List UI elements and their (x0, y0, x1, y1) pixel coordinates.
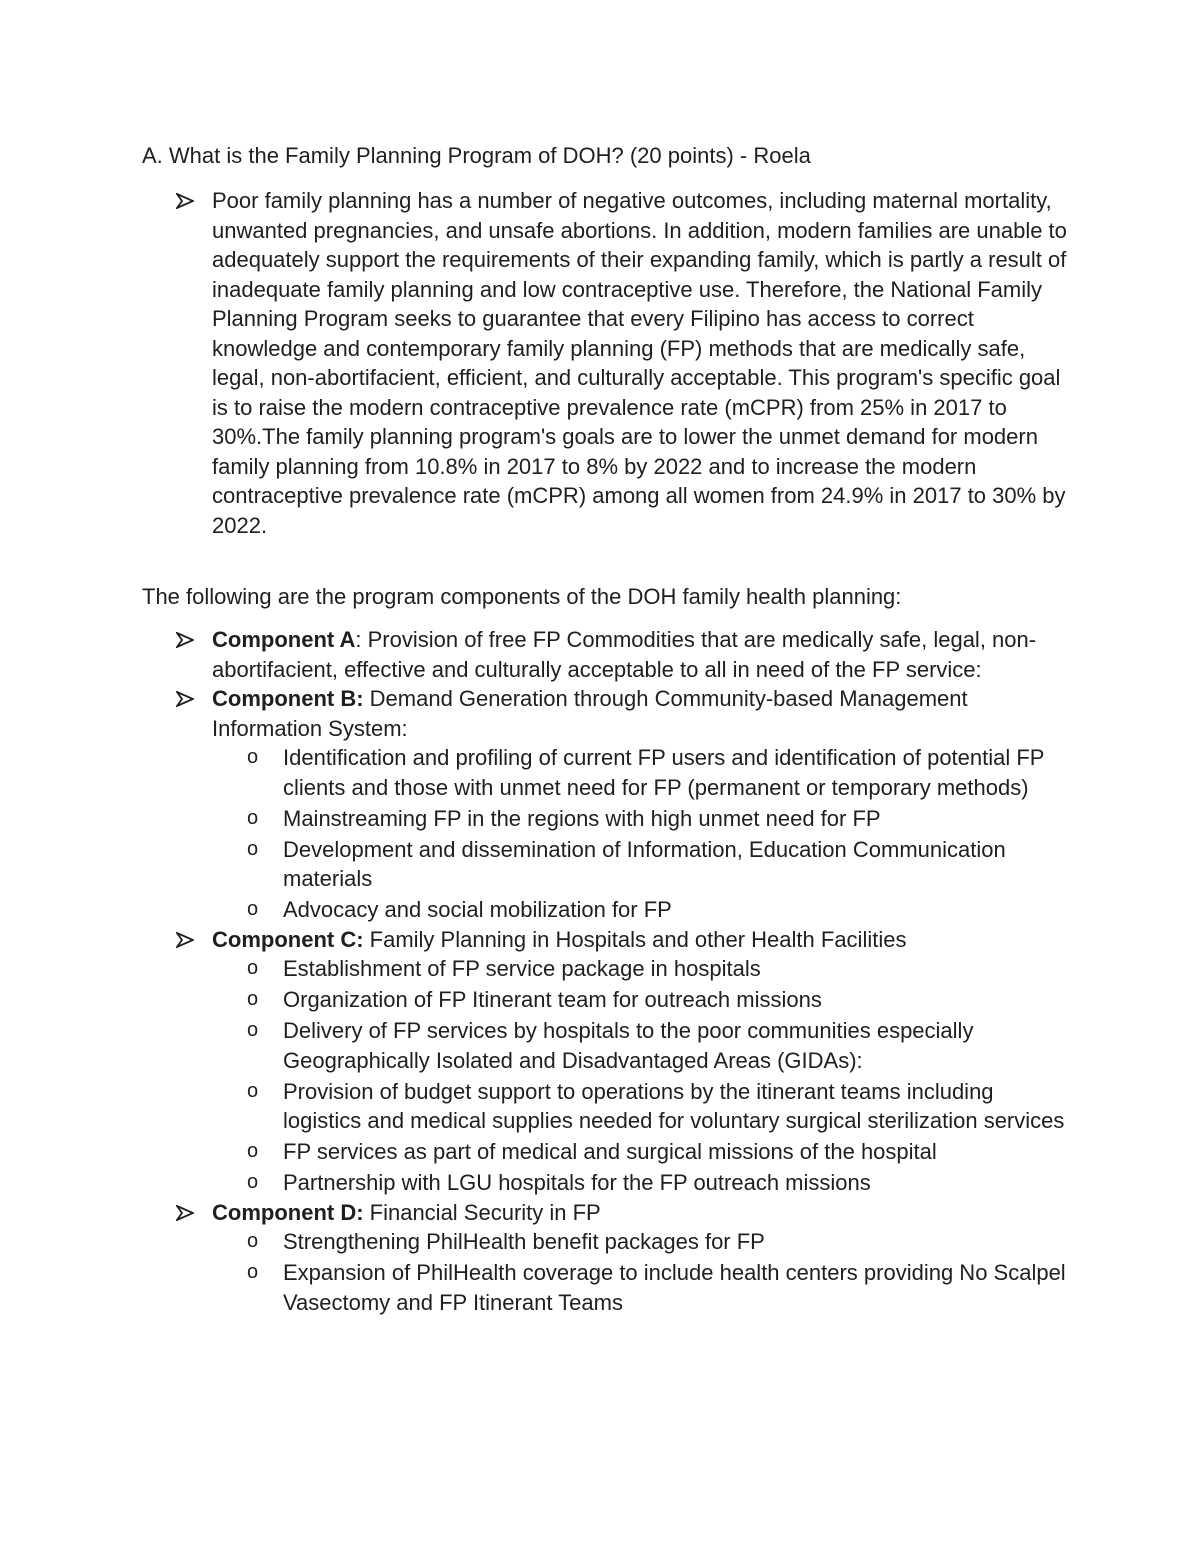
circle-bullet-icon: o (247, 746, 259, 768)
circle-bullet-icon: o (247, 898, 259, 920)
component-c (0, 925, 1200, 955)
component-d-items (0, 1227, 1200, 1317)
arrow-bullet-icon (176, 1205, 194, 1221)
list-item: o Organization of FP Itinerant team for outreach missions (0, 985, 1200, 1015)
circle-bullet-icon: o (247, 1171, 259, 1193)
circle-bullet-icon: o (247, 988, 259, 1010)
list-item: o Identification and profiling of current FP users and identification of potential FP clients and those with unmet need for FP (permanent or temporary methods) (247, 745, 1045, 800)
list-item: o Expansion of PhilHealth coverage to include health centers providing No Scalpel Vasectomy and FP Itinerant Teams (247, 1260, 1066, 1315)
circle-bullet-icon: o (247, 1079, 259, 1102)
arrow-bullet-icon (176, 193, 194, 209)
list-item: o Delivery of FP services by hospitals to the poor communities especially Geographically Isolated and Disadvantaged Areas (GIDAs): (247, 1018, 974, 1073)
arrow-bullet-icon (176, 932, 194, 948)
intro-bullet (0, 186, 1200, 540)
circle-bullet-icon: o (247, 837, 259, 860)
list-item: o FP services as part of medical and surgical missions of the hospital (0, 1137, 1200, 1167)
circle-bullet-icon: o (247, 1019, 259, 1041)
intro-bullet-text: Poor family planning has a number of negative outcomes, including maternal mortality, unwanted pregnancies, and unsafe abortions. In addition, modern families are unable to adequately support the requirements of their expanding family, which is partly a result of inadequate family planning and low contraceptive use. Therefore, the National Family Planning Program seeks to guarantee that every Filipino has access to correct knowledge and contemporary family planning (FP) methods that are medically safe, legal, non-abortifacient, efficient, and culturally acceptable. This program's specific goal is to raise the modern contraceptive prevalence rate (mCPR) from 25% in 2017 to 30%.The family planning program's goals are to lower the unmet demand for modern family planning from 10.8% in 2017 to 8% by 2022 and to increase the modern contraceptive prevalence rate (mCPR) among all women from 24.9% in 2017 to 30% by 2022. (212, 188, 1067, 538)
component-c-text: Family Planning in Hospitals and other Health Facilities (363, 926, 907, 952)
list-item: o Mainstreaming FP in the regions with high unmet need for FP (0, 804, 1200, 834)
component-d-label: Component D: (212, 1199, 364, 1225)
arrow-bullet-icon (176, 691, 194, 707)
component-d (0, 1198, 1200, 1228)
list-item: o Development and dissemination of Information, Education Communication materials (247, 836, 1006, 891)
components-list (0, 625, 1200, 1317)
component-c-items (0, 954, 1200, 1198)
circle-bullet-icon: o (247, 1261, 259, 1283)
list-item: o Establishment of FP service package in hospitals (0, 954, 1200, 984)
component-a-label: Component A (212, 627, 356, 652)
components-intro: The following are the program components of the DOH family health planning: (142, 584, 902, 609)
circle-bullet-icon: o (247, 806, 259, 829)
circle-bullet-icon: o (247, 957, 259, 979)
list-item: o Advocacy and social mobilization for FP (0, 895, 1200, 925)
component-b-text: Demand Generation through Community-based Management Information System: (212, 686, 968, 741)
component-d-text: Financial Security in FP (363, 1199, 601, 1225)
list-item: o Strengthening PhilHealth benefit packages for FP (0, 1227, 1200, 1257)
component-a (0, 625, 1200, 684)
circle-bullet-icon: o (247, 1140, 259, 1162)
question-heading: A. What is the Family Planning Program of DOH? (20 points) - Roela (142, 143, 811, 168)
component-b-label: Component B: (212, 686, 364, 711)
list-item: o Partnership with LGU hospitals for the FP outreach missions (0, 1168, 1200, 1198)
list-item: o Provision of budget support to operations by the itinerant teams including logistics and medical supplies needed for voluntary surgical sterilization services (247, 1078, 1065, 1133)
arrow-bullet-icon (176, 632, 194, 648)
component-b-items (0, 743, 1200, 925)
component-c-label: Component C: (212, 926, 364, 952)
intro-block (0, 186, 1200, 540)
circle-bullet-icon: o (247, 1230, 259, 1252)
component-b (0, 684, 1200, 743)
component-a-text: : Provision of free FP Commodities that are medically safe, legal, non-abortifacient, effective and culturally acceptable to all in need of the FP service: (212, 627, 1037, 682)
